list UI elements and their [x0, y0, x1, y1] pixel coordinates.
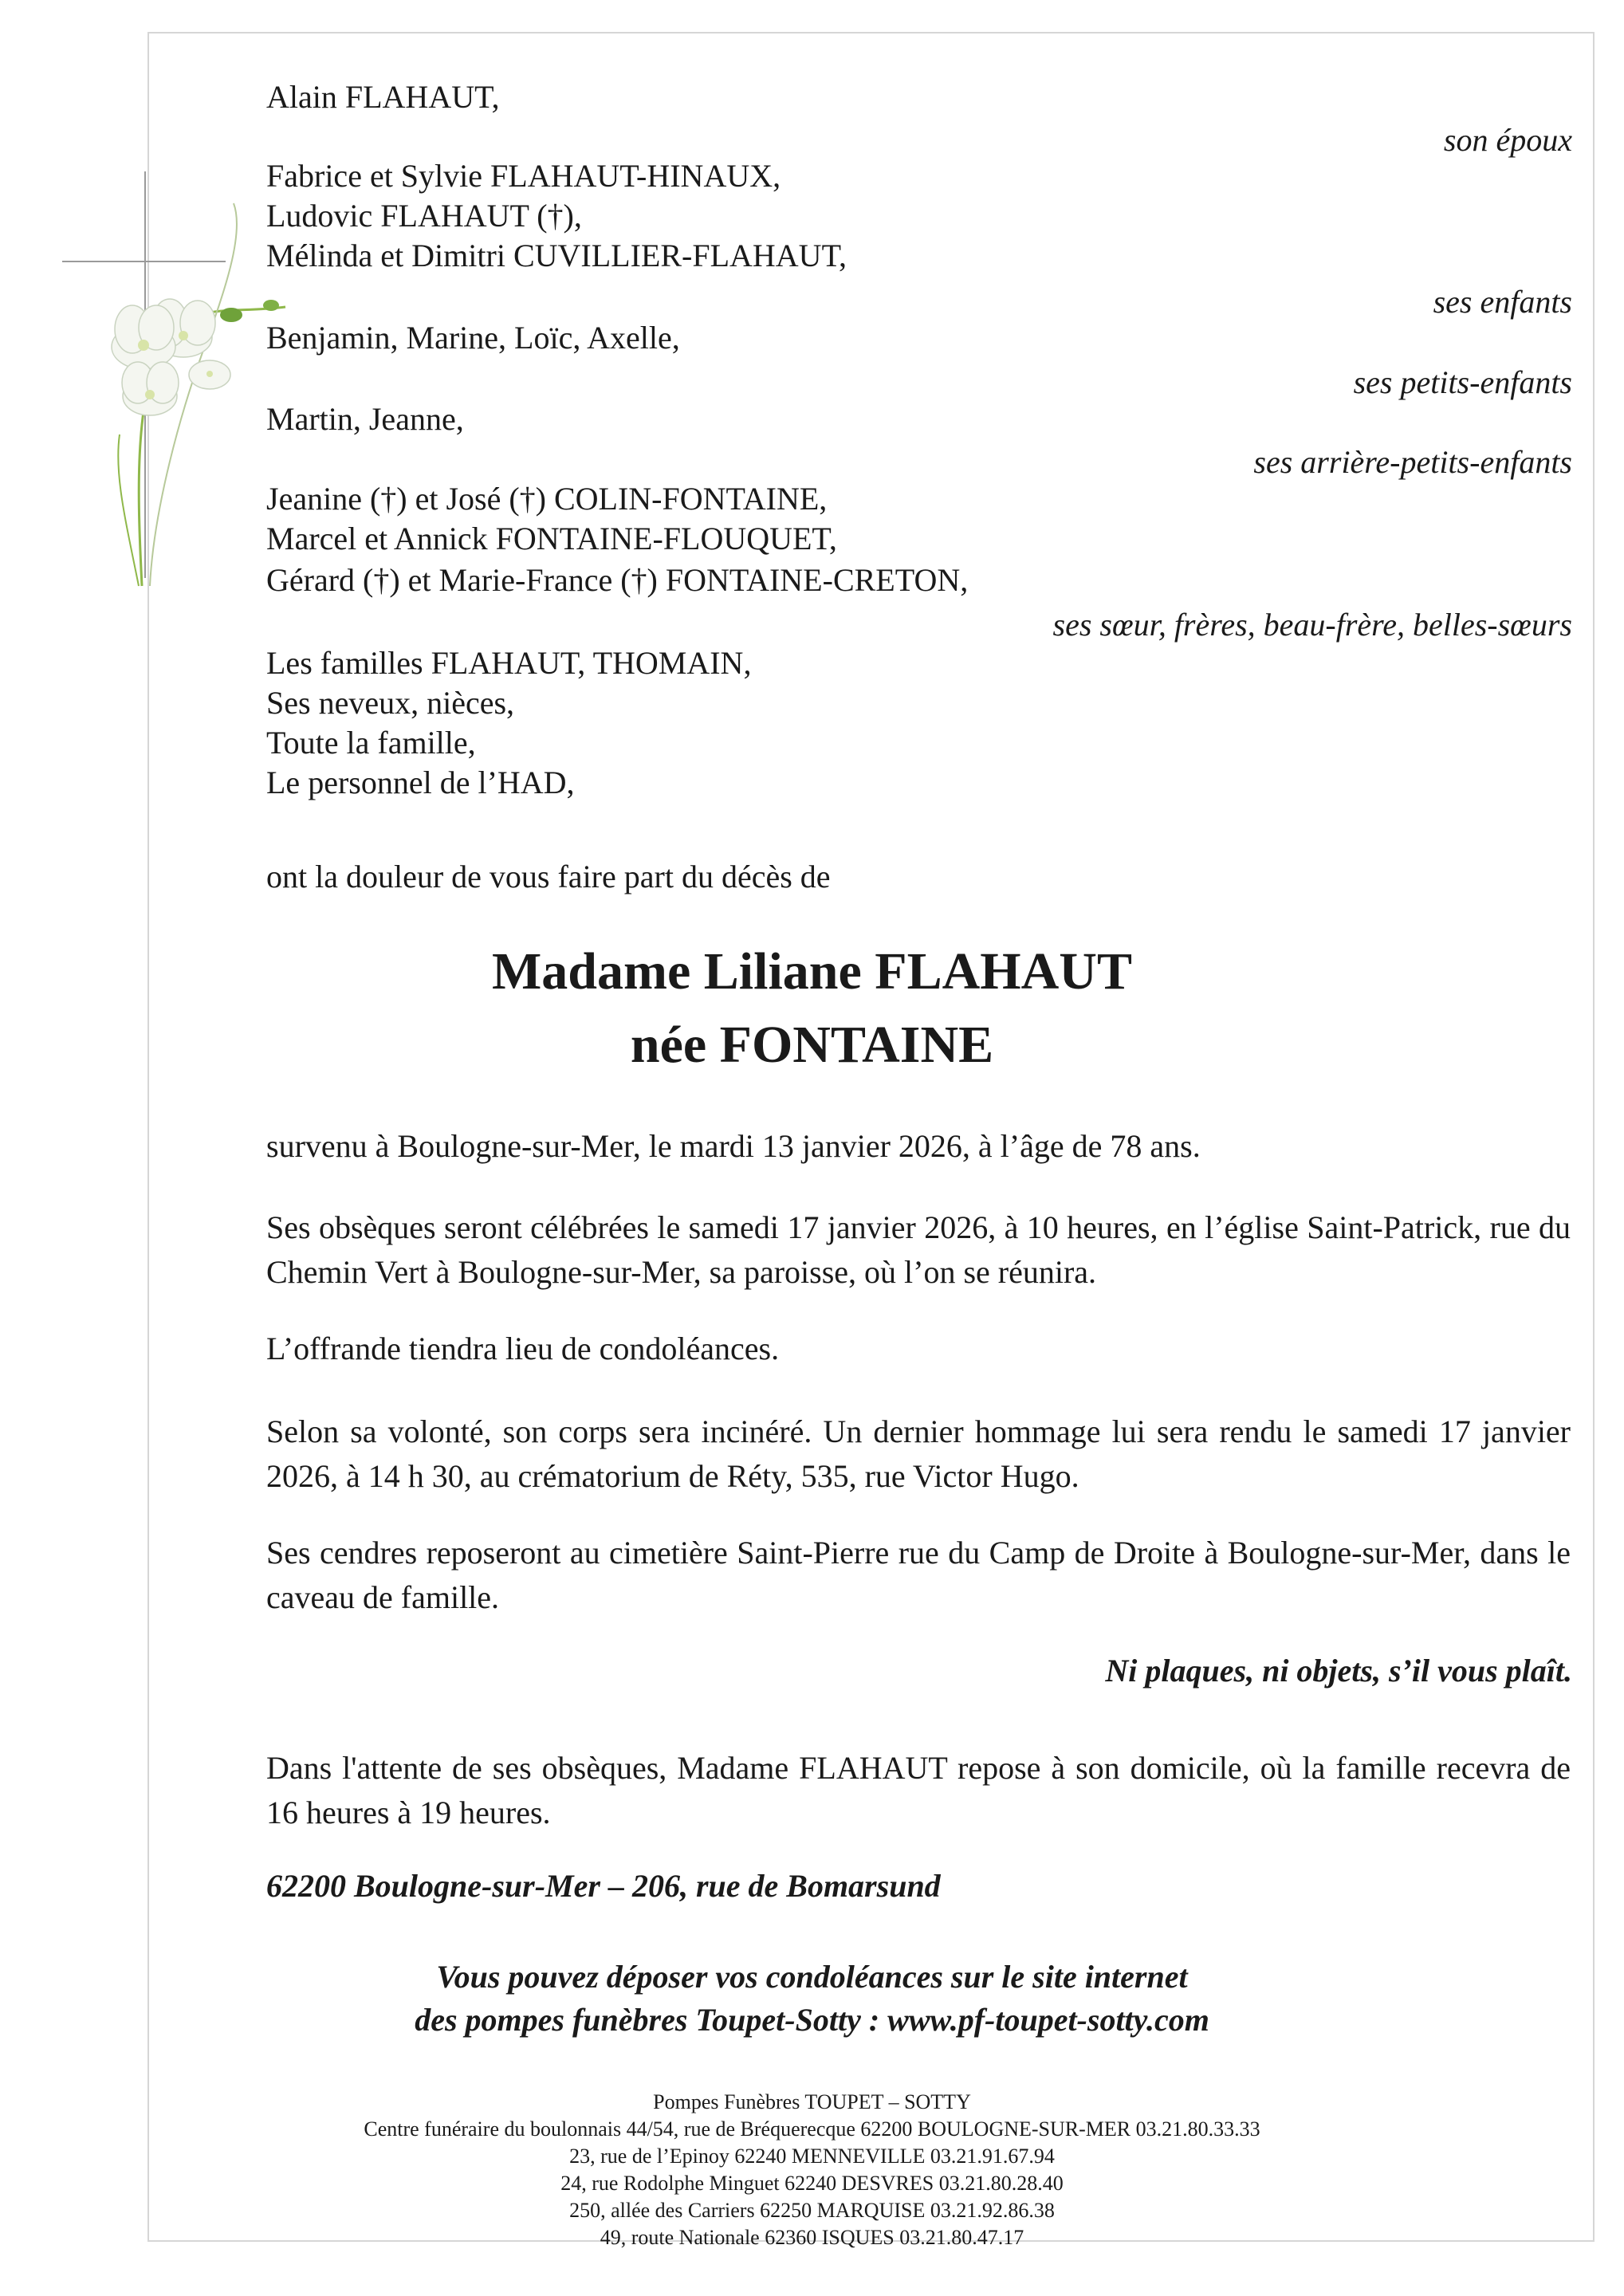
no-plaques-notice: Ni plaques, ni objets, s’il vous plaît. [1105, 1653, 1572, 1689]
deceased-name: Madame Liliane FLAHAUT [492, 942, 1132, 1001]
footer-address-1: Centre funéraire du boulonnais 44/54, rue de Bréquerecque 62200 BOULOGNE-SUR-MER 03.21.80.33.33 [364, 2117, 1260, 2141]
visitation-paragraph: Dans l'attente de ses obsèques, Madame FLAHAUT repose à son domicile, où la famille recevra de 16 heures à 19 heures. [266, 1750, 1571, 1830]
ashes-paragraph: Ses cendres reposeront au cimetière Saint-Pierre rue du Camp de Droite à Boulogne-sur-Mer, dans le caveau de famille. [266, 1535, 1571, 1615]
home-address: 62200 Boulogne-sur-Mer – 206, rue de Bomarsund [266, 1868, 941, 1904]
child-name-3: Mélinda et Dimitri CUVILLIER-FLAHAUT, [266, 238, 847, 273]
children-role: ses enfants [1433, 284, 1572, 320]
announcement-text: ont la douleur de vous faire part du décès de [266, 859, 831, 894]
sibling-name-2: Marcel et Annick FONTAINE-FLOUQUET, [266, 521, 837, 556]
other-family-1: Les familles FLAHAUT, THOMAIN, [266, 645, 752, 681]
cremation-paragraph: Selon sa volonté, son corps sera incinéré. Un dernier hommage lui sera rendu le samedi 17 janvier 2026, à 14 h 30, au crématorium de Réty, 535, rue Victor Hugo. [266, 1413, 1571, 1494]
sibling-name-1: Jeanine (†) et José (†) COLIN-FONTAINE, [266, 481, 828, 517]
footer-company: Pompes Funèbres TOUPET – SOTTY [653, 2090, 971, 2113]
footer-address-3: 24, rue Rodolphe Minguet 62240 DESVRES 03.21.80.28.40 [560, 2172, 1064, 2195]
condolences-line-2: des pompes funèbres Toupet-Sotty : www.pf-toupet-sotty.com [415, 2002, 1209, 2038]
other-family-3: Toute la famille, [266, 725, 476, 761]
child-name-1: Fabrice et Sylvie FLAHAUT-HINAUX, [266, 158, 781, 194]
condolences-line-1: Vous pouvez déposer vos condoléances sur le site internet [436, 1959, 1188, 1995]
sibling-name-3: Gérard (†) et Marie-France (†) FONTAINE-CRETON, [266, 562, 969, 598]
offering-paragraph: L’offrande tiendra lieu de condoléances. [266, 1331, 780, 1366]
great-grandchildren-role: ses arrière-petits-enfants [1253, 444, 1572, 480]
child-name-2: Ludovic FLAHAUT (†), [266, 198, 582, 234]
funeral-paragraph: Ses obsèques seront célébrées le samedi 17 janvier 2026, à 10 heures, en l’église Saint-Patrick, rue du Chemin Vert à Boulogne-sur-Mer, sa paroisse, où l’on se réunira. [266, 1209, 1571, 1290]
grandchildren-role: ses petits-enfants [1353, 364, 1572, 400]
footer-address-4: 250, allée des Carriers 62250 MARQUISE 03.21.92.86.38 [569, 2199, 1055, 2222]
other-family-4: Le personnel de l’HAD, [266, 765, 575, 800]
spouse-name: Alain FLAHAUT, [266, 79, 500, 115]
great-grandchildren-names: Martin, Jeanne, [266, 401, 464, 437]
other-family-2: Ses neveux, nièces, [266, 685, 515, 721]
cross-orchid-icon [62, 171, 301, 602]
death-paragraph: survenu à Boulogne-sur-Mer, le mardi 13 janvier 2026, à l’âge de 78 ans. [266, 1128, 1201, 1164]
siblings-role: ses sœur, frères, beau-frère, belles-sœurs [1052, 607, 1572, 643]
spouse-role: son époux [1443, 122, 1572, 158]
grandchildren-names: Benjamin, Marine, Loïc, Axelle, [266, 320, 680, 356]
footer-address-2: 23, rue de l’Epinoy 62240 MENNEVILLE 03.21.91.67.94 [569, 2145, 1055, 2168]
deceased-maiden-name: née FONTAINE [630, 1016, 994, 1074]
footer-address-5: 49, route Nationale 62360 ISQUES 03.21.80.47.17 [600, 2226, 1024, 2249]
